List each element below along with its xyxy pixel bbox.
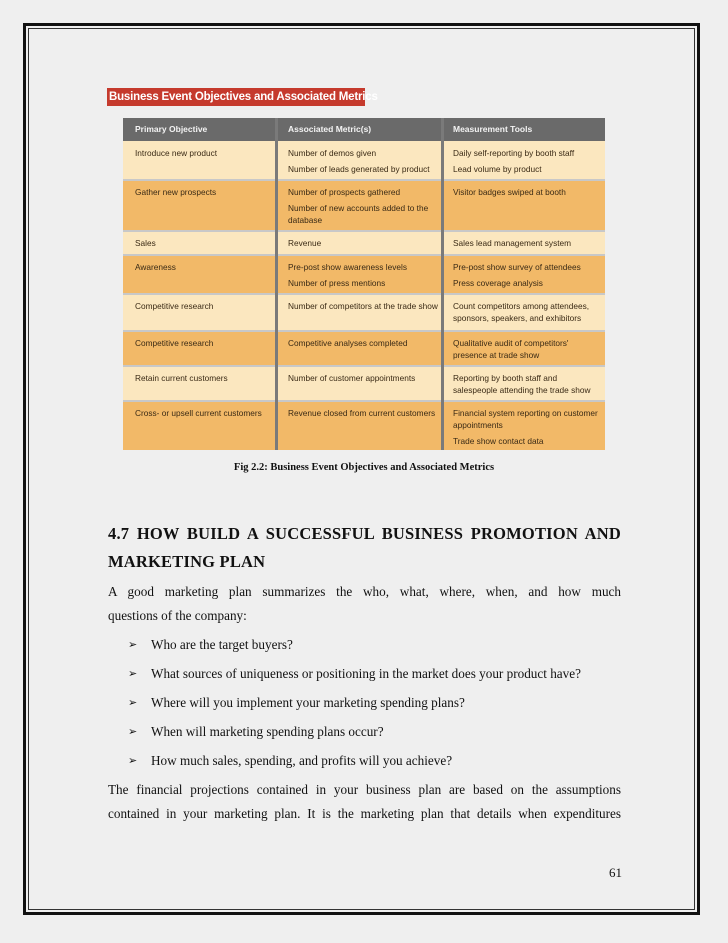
objective-cell: Competitive research xyxy=(135,338,214,348)
tools-cell: Qualitative audit of competitors' presence at trade show xyxy=(453,338,569,360)
figure-caption: Fig 2.2: Business Event Objectives and Associated Metrics xyxy=(233,462,495,473)
row-divider xyxy=(123,230,605,232)
tools-cell: Reporting by booth staff and salespeople attending the trade show xyxy=(453,373,591,395)
metrics-table xyxy=(123,118,605,450)
header-primary-objective: Primary Objective xyxy=(135,124,208,134)
table-header xyxy=(123,118,605,141)
arrow-bullet-icon: ➢ xyxy=(128,638,138,651)
arrow-bullet-icon: ➢ xyxy=(128,725,138,738)
table-row xyxy=(123,401,605,450)
table-row xyxy=(123,294,605,331)
row-divider xyxy=(123,365,605,367)
metrics-cell: Number of demos given Number of leads generated by product xyxy=(288,148,430,174)
row-divider xyxy=(123,293,605,295)
list-item: ➢ When will marketing spending plans occur? xyxy=(128,720,628,749)
metrics-cell: Competitive analyses completed xyxy=(288,338,408,348)
list-item: ➢ Where will you implement your marketing spending plans? xyxy=(128,691,628,720)
closing-line-2: contained in your marketing plan. It is the marketing plan that details when expenditures xyxy=(108,805,621,821)
row-divider xyxy=(123,254,605,256)
objective-cell: Sales xyxy=(135,238,156,248)
tools-cell: Count competitors among attendees, sponsors, speakers, and exhibitors xyxy=(453,301,590,323)
table-row xyxy=(123,231,605,255)
intro-line-2: questions of the company: xyxy=(108,607,247,623)
row-divider xyxy=(123,330,605,332)
metrics-cell: Pre-post show awareness levels Number of press mentions xyxy=(288,262,407,288)
section-heading-line-2: MARKETING PLAN xyxy=(108,552,266,571)
tools-cell: Financial system reporting on customer appointments Trade show contact data xyxy=(453,408,598,446)
list-item: ➢ How much sales, spending, and profits will you achieve? xyxy=(128,749,628,778)
tools-cell: Pre-post show survey of attendees Press coverage analysis xyxy=(453,262,581,288)
list-item: ➢ What sources of uniqueness or positioning in the market does your product have? xyxy=(128,662,628,691)
section-heading xyxy=(108,520,621,576)
table-row xyxy=(123,141,605,180)
intro-paragraph xyxy=(108,580,621,627)
metrics-cell: Number of customer appointments xyxy=(288,373,416,383)
metrics-cell: Number of prospects gathered Number of new accounts added to the database xyxy=(288,187,429,225)
column-divider xyxy=(275,118,278,450)
figure-title: Business Event Objectives and Associated Metrics xyxy=(107,88,365,106)
intro-line-1: A good marketing plan summarizes the who, what, where, when, and how much xyxy=(108,584,621,599)
section-heading-line-1: 4.7 HOW BUILD A SUCCESSFUL BUSINESS PROMOTION AND xyxy=(108,524,621,543)
arrow-bullet-icon: ➢ xyxy=(128,754,138,767)
tools-cell: Sales lead management system xyxy=(453,238,572,248)
objective-cell: Introduce new product xyxy=(135,148,218,158)
closing-paragraph xyxy=(108,778,621,825)
tools-cell: Visitor badges swiped at booth xyxy=(453,187,566,197)
question-list xyxy=(128,633,628,778)
table-row xyxy=(123,366,605,401)
metrics-cell: Revenue closed from current customers xyxy=(288,408,436,418)
objective-cell: Retain current customers xyxy=(135,373,228,383)
objective-cell: Awareness xyxy=(135,262,176,272)
objective-cell: Cross- or upsell current customers xyxy=(135,408,262,418)
metrics-cell: Number of competitors at the trade show xyxy=(288,301,438,311)
tools-cell: Daily self-reporting by booth staff Lead volume by product xyxy=(453,148,575,174)
row-divider xyxy=(123,400,605,402)
closing-line-1: The financial projections contained in your business plan are based on the assumptions xyxy=(108,782,621,797)
objective-cell: Gather new prospects xyxy=(135,187,217,197)
arrow-bullet-icon: ➢ xyxy=(128,667,138,680)
table-row xyxy=(123,255,605,294)
table-row xyxy=(123,331,605,366)
page-number: 61 xyxy=(609,865,622,880)
metrics-cell: Revenue xyxy=(288,238,322,248)
list-item: ➢ Who are the target buyers? xyxy=(128,633,628,662)
objective-cell: Competitive research xyxy=(135,301,214,311)
row-divider xyxy=(123,179,605,181)
header-measurement-tools: Measurement Tools xyxy=(453,124,533,134)
table-row xyxy=(123,180,605,231)
header-associated-metrics: Associated Metric(s) xyxy=(288,124,372,134)
column-divider xyxy=(441,118,444,450)
arrow-bullet-icon: ➢ xyxy=(128,696,138,709)
